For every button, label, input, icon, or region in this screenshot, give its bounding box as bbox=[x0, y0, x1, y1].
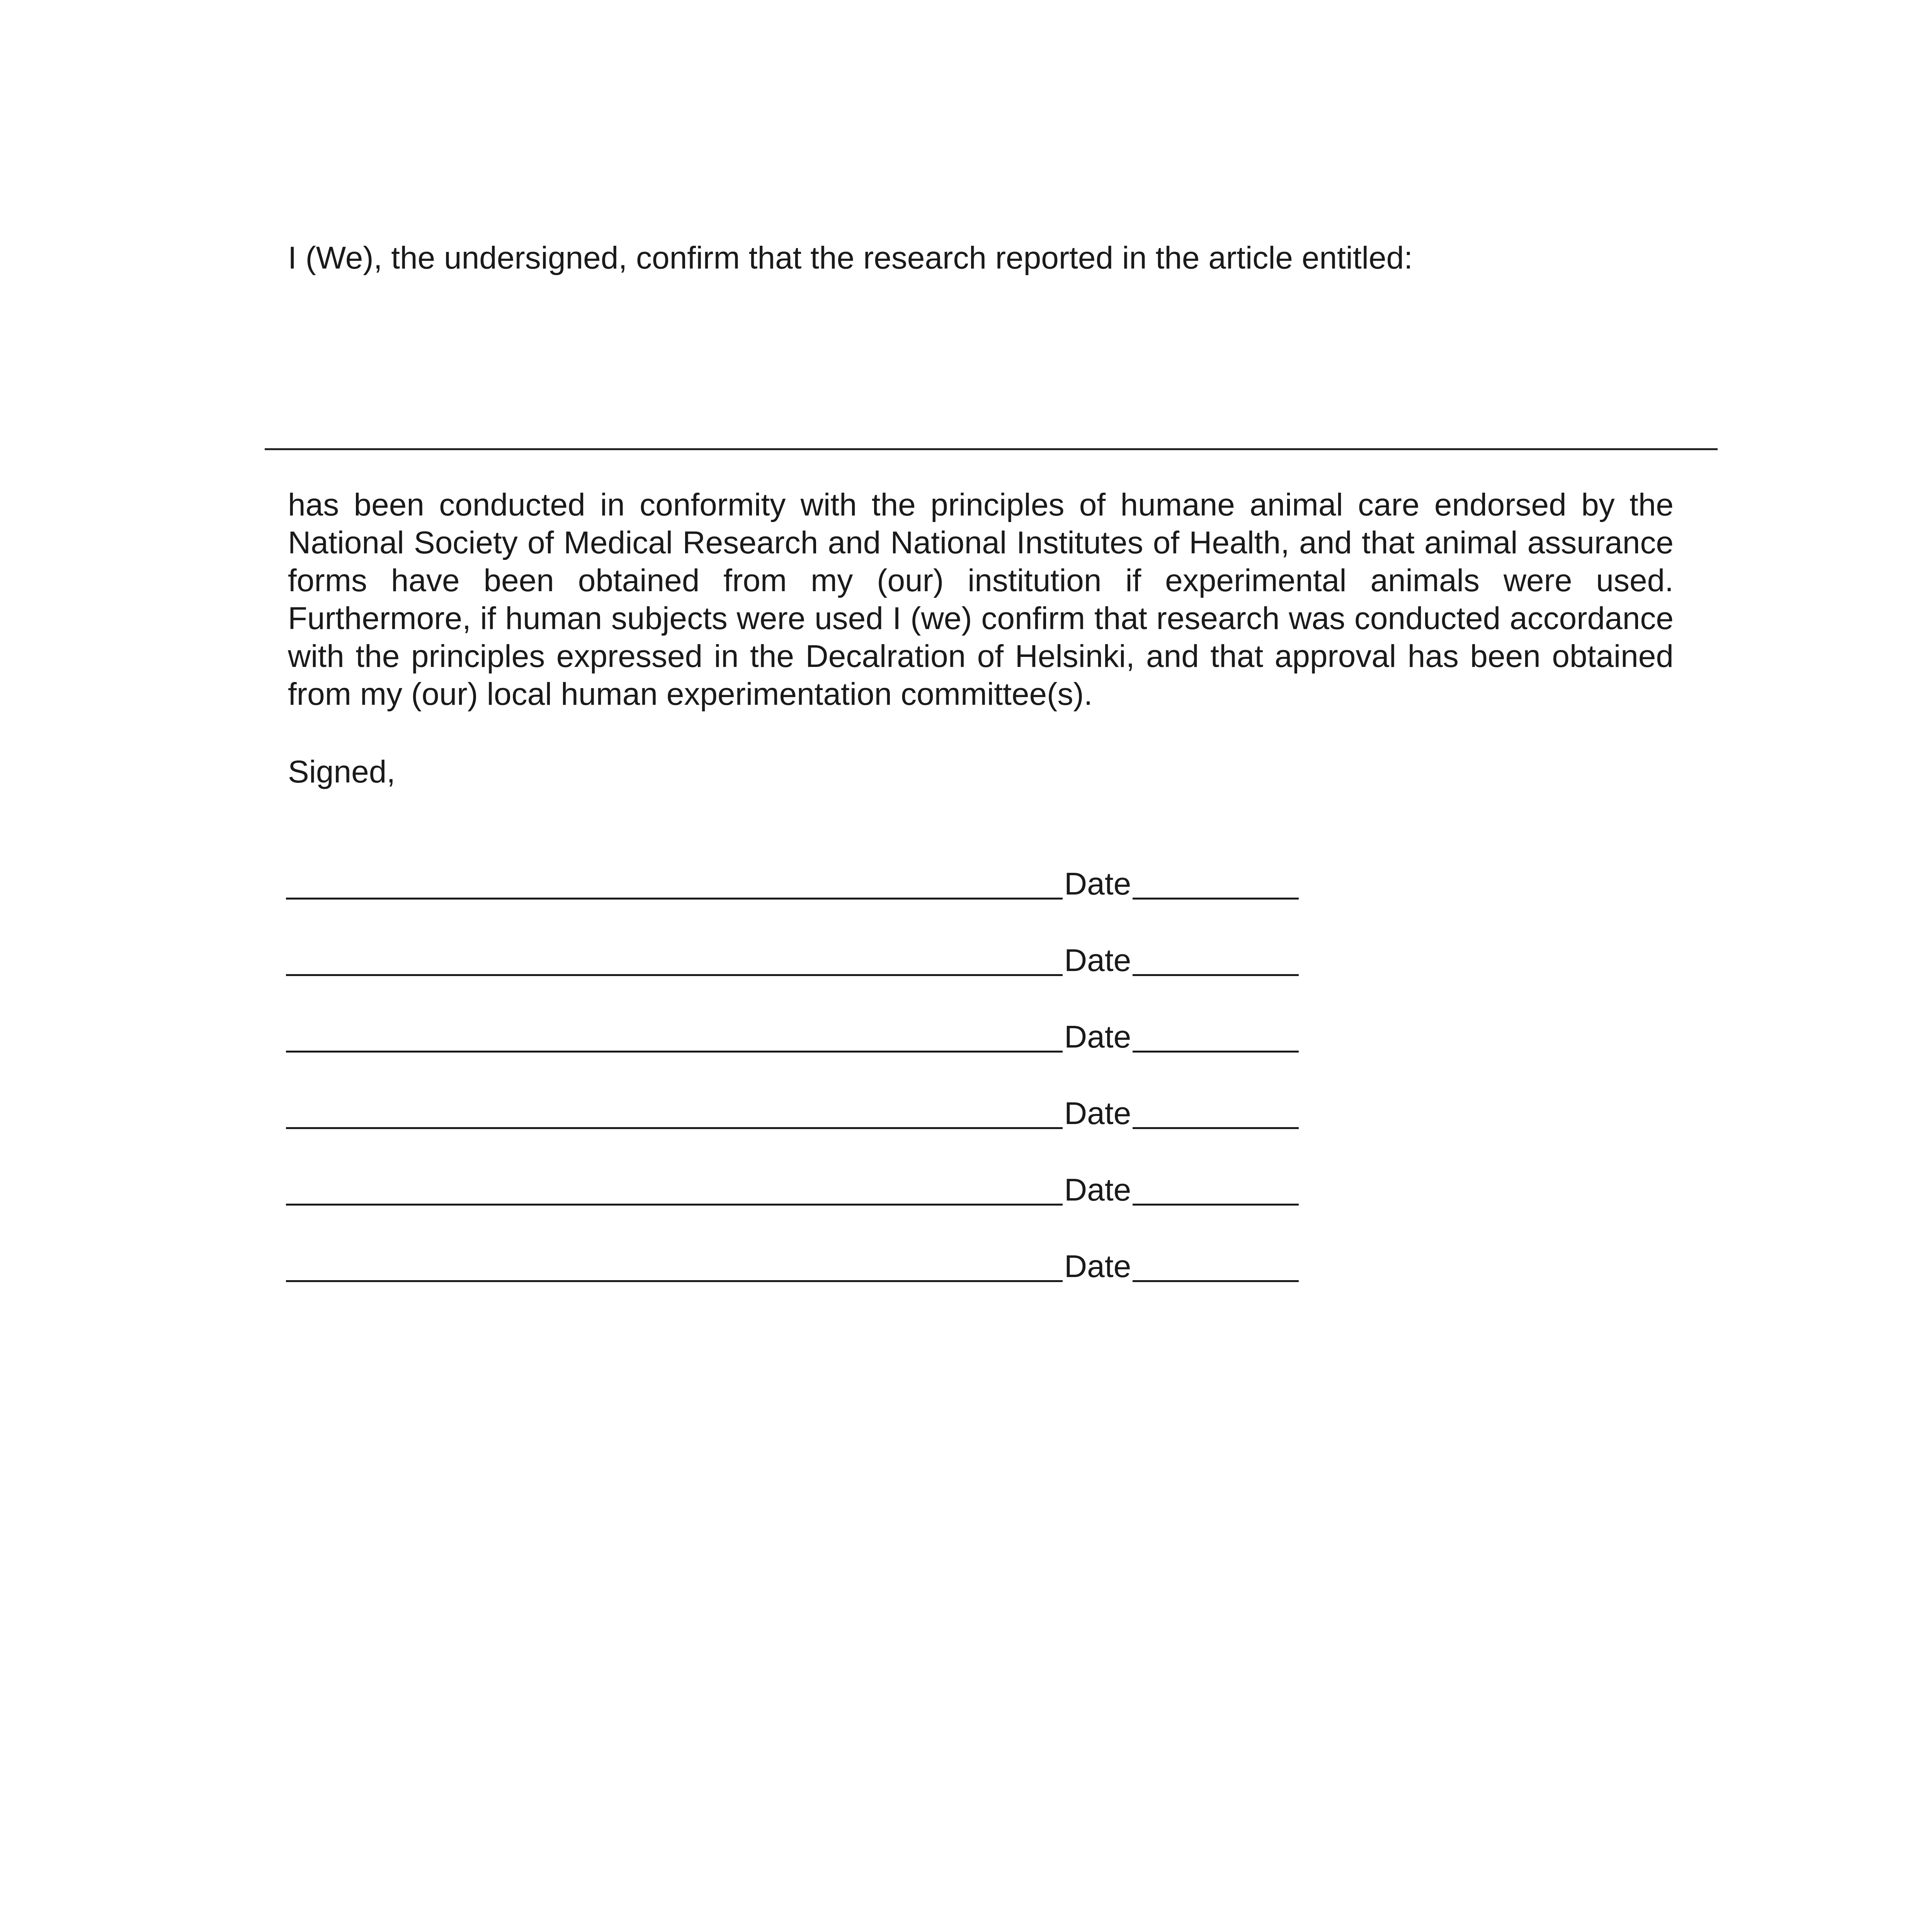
signature-line[interactable] bbox=[286, 1280, 1063, 1282]
signature-row bbox=[286, 980, 1306, 1056]
conformity-statement: has been conducted in conformity with the principles of humane animal care endorsed by the National Society of Medical Research and National Institutes of Health, and that animal assurance forms have been obtained from my (our) institution if experimental animals were used. Furthermore, if human subjects were used I (we) confirm that research was conducted accordance with the principles expressed in the Decalration of Helsinki, and that approval has been obtained from my (our) local human experimentation committee(s). bbox=[288, 487, 1674, 712]
date-label: Date bbox=[1064, 943, 1131, 978]
signature-row bbox=[286, 1133, 1306, 1209]
signature-row bbox=[286, 903, 1306, 980]
signature-row bbox=[286, 1056, 1306, 1133]
signature-line[interactable] bbox=[286, 898, 1063, 900]
signed-label: Signed, bbox=[288, 754, 396, 789]
confirmation-intro: I (We), the undersigned, confirm that the research reported in the article entitled: bbox=[288, 240, 1413, 276]
signature-line[interactable] bbox=[286, 1051, 1063, 1053]
date-line[interactable] bbox=[1133, 1204, 1299, 1206]
article-title-line[interactable] bbox=[265, 448, 1718, 450]
signature-row bbox=[286, 1209, 1306, 1286]
date-label: Date bbox=[1064, 1249, 1131, 1284]
date-line[interactable] bbox=[1133, 1280, 1299, 1282]
date-line[interactable] bbox=[1133, 974, 1299, 976]
date-line[interactable] bbox=[1133, 898, 1299, 900]
date-label: Date bbox=[1064, 1019, 1131, 1054]
signature-line[interactable] bbox=[286, 1204, 1063, 1206]
signature-line[interactable] bbox=[286, 1127, 1063, 1129]
date-line[interactable] bbox=[1133, 1127, 1299, 1129]
date-label: Date bbox=[1064, 1172, 1131, 1208]
date-line[interactable] bbox=[1133, 1051, 1299, 1053]
signature-list bbox=[286, 827, 1306, 1286]
date-label: Date bbox=[1064, 1096, 1131, 1131]
signature-row bbox=[286, 827, 1306, 903]
date-label: Date bbox=[1064, 866, 1131, 901]
signature-line[interactable] bbox=[286, 974, 1063, 976]
